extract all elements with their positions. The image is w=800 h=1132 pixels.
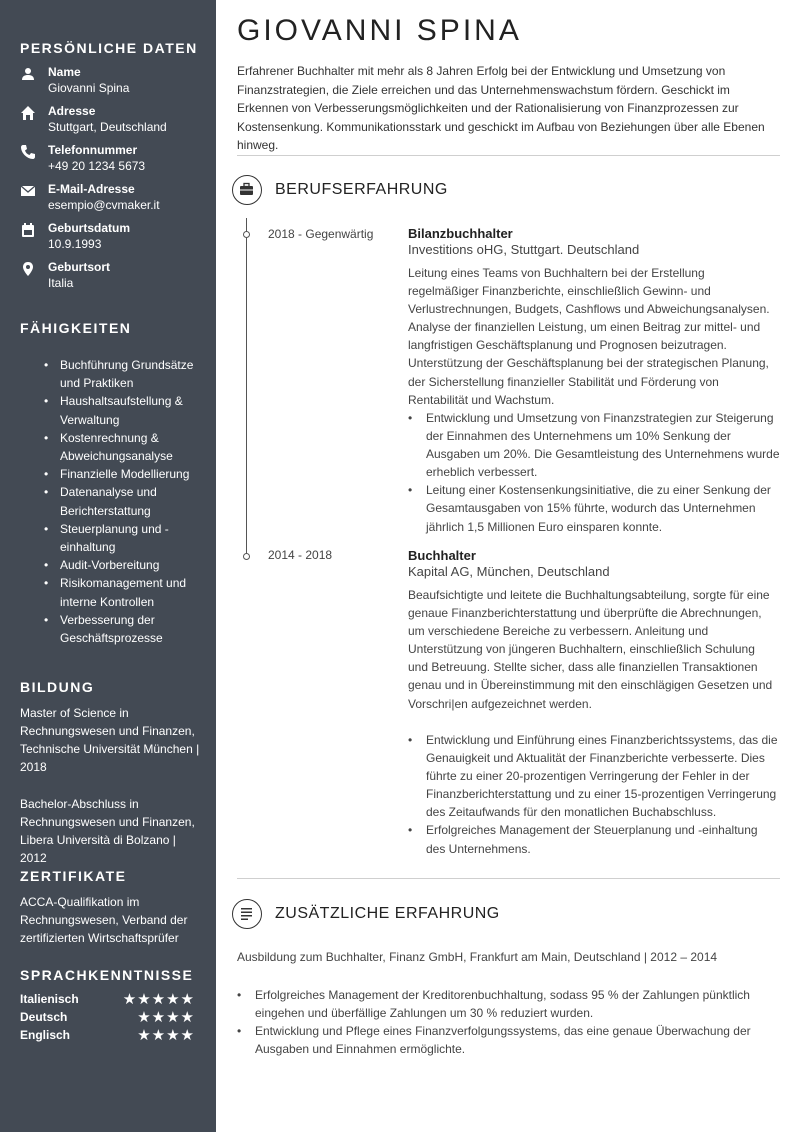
personal-item-email bbox=[20, 182, 210, 218]
calendar-icon bbox=[20, 222, 36, 238]
additional-experience-line: Ausbildung zum Buchhalter, Finanz GmbH, Frankfurt am Main, Deutschland | 2012 – 2014 bbox=[237, 950, 718, 964]
job-bullet: • Entwicklung und Umsetzung von Finanzstrategien zur Steigerung der Einnahmen des Unternehmens um 10% Senkung der Ausgaben um 20%. Die Gesamtleistung des Unternehmens wurde erheblich verbessert. bbox=[408, 409, 780, 481]
experience-heading: BERUFSERFAHRUNG bbox=[275, 181, 448, 198]
job-description: Beaufsichtigte und leitete die Buchhaltungsabteilung, sorgte für eine genaue Finanzberichterstattung und überprüfte die Abrechnungen, um verschiedene Bereiche zu verbessern. Anleitung und Unterstützung von jüngeren Buchhaltern, einschließlich Schulung und Betreuung. Stellte sicher, dass alle finanziellen Transaktionen genau und in Übereinstimmung mit den einschlägigen Gesetzen und Vorschri|en aufgezeichnet werden. bbox=[408, 588, 773, 711]
job-bullet: • Erfolgreiches Management der Steuerplanung und -einhaltung des Unternehmens. bbox=[408, 821, 780, 857]
additional-experience-heading: ZUSÄTZLICHE ERFAHRUNG bbox=[275, 905, 500, 922]
skill-item: • Audit-Vorbereitung bbox=[40, 556, 200, 574]
skill-item: • Risikomanagement und interne Kontrollen bbox=[40, 574, 200, 610]
personal-value: esempio@cvmaker.it bbox=[48, 198, 160, 212]
timeline-dot bbox=[243, 553, 250, 560]
personal-label: Geburtsdatum bbox=[48, 221, 131, 235]
language-row bbox=[20, 1028, 195, 1046]
skill-item: • Kostenrechnung & Abweichungsanalyse bbox=[40, 429, 200, 465]
job-bullets bbox=[408, 409, 780, 536]
home-icon bbox=[20, 105, 36, 121]
divider bbox=[237, 878, 780, 879]
sidebar bbox=[0, 0, 216, 1132]
language-name: Englisch bbox=[20, 1028, 71, 1042]
job-description: Leitung eines Teams von Buchhaltern bei der Erstellung regelmäßiger Finanzberichte, einschließlich Gewinn- und Verlustrechnungen, Budgets, Cashflows und Abweichungsanalysen. Analyse der finanziellen Leistung, um einen Beitrag zur mittel- und langfristigen Geschäftsplanung und Prognosen beizutragen. Unterstützung der Geschäftsplanung bei der strategischen Planung, der Sicherstellung finanzieller Stabilität und Förderung von Rentabilität und Wachstum. bbox=[408, 266, 770, 407]
skill-item: • Buchführung Grundsätze und Praktiken bbox=[40, 356, 200, 392]
certificates-heading: ZERTIFIKATE bbox=[20, 868, 127, 884]
personal-label: Geburtsort bbox=[48, 260, 111, 274]
additional-bullet: • Entwicklung und Pflege eines Finanzverfolgungssystems, das eine genaue Überwachung der Ausgaben und Einnahmen ermöglichte. bbox=[237, 1022, 782, 1058]
language-name: Italienisch bbox=[20, 992, 79, 1006]
job-date: 2018 - Gegenwärtig bbox=[268, 227, 374, 241]
profile-summary: Erfahrener Buchhalter mit mehr als 8 Jahren Erfolg bei der Entwicklung und Umsetzung von Finanzstrategien, die Ziele erreichen und das Unternehmenswachstum fördern. Geschickt im Erkennen von Verbesserungsmöglichkeiten und der Rationalisierung von Finanzprozessen zur Kostensenkung. Kommunikationsstark und geschickt im Aufbau von Beziehungen über alle Ebenen hinweg. bbox=[237, 64, 765, 152]
briefcase-icon bbox=[232, 175, 262, 205]
skill-item: • Steuerplanung und -einhaltung bbox=[40, 520, 200, 556]
language-name: Deutsch bbox=[20, 1010, 68, 1024]
star-rating-icon: ★★★★ bbox=[137, 1009, 195, 1026]
job-bullets bbox=[408, 731, 780, 858]
personal-item-birthdate bbox=[20, 221, 210, 257]
personal-label: Adresse bbox=[48, 104, 96, 118]
skill-item: • Finanzielle Modellierung bbox=[40, 465, 200, 483]
personal-value: Italia bbox=[48, 276, 74, 290]
person-icon bbox=[20, 66, 36, 82]
job-company: Investitions oHG, Stuttgart. Deutschland bbox=[408, 242, 640, 257]
personal-label: Name bbox=[48, 65, 81, 79]
job-date: 2014 - 2018 bbox=[268, 548, 333, 562]
languages-heading: SPRACHKENNTNISSE bbox=[20, 967, 194, 983]
personal-value: +49 20 1234 5673 bbox=[48, 159, 146, 173]
timeline-dot bbox=[243, 231, 250, 238]
education-heading: BILDUNG bbox=[20, 679, 95, 695]
job-bullet: • Leitung einer Kostensenkungsinitiative, die zu einer Senkung der Gesamtausgaben von 15% führte, wodurch das Unternehmen jährlich 1,5 Millionen Euro einsparen konnte. bbox=[408, 481, 780, 535]
divider bbox=[237, 155, 780, 156]
skill-item: • Verbesserung der Geschäftsprozesse bbox=[40, 611, 200, 647]
education-item: Bachelor-Abschluss in Rechnungswesen und Finanzen, Libera Università di Bolzano | 2012 bbox=[20, 797, 195, 865]
job-bullet: • Entwicklung und Einführung eines Finanzberichtssystems, das die Genauigkeit und Aktualität der Finanzberichte verbesserte. Dies führte zu einer 20-prozentigen Verringerung der Fehler in der Finanzberichterstattung und zu einer 15-prozentigen Verringerung des Zeitaufwands für den monatlichen Buchabschluss. bbox=[408, 731, 780, 821]
additional-bullets bbox=[237, 986, 782, 1058]
candidate-name: GIOVANNI SPINA bbox=[237, 14, 522, 47]
personal-value: Giovanni Spina bbox=[48, 81, 130, 95]
personal-item-name bbox=[20, 65, 210, 101]
additional-bullet: • Erfolgreiches Management der Kreditorenbuchhaltung, sodass 95 % der Zahlungen pünktlich eingehen und überfällige Zahlungen um 30 % reduziert wurden. bbox=[237, 986, 782, 1022]
star-rating-icon: ★★★★★ bbox=[122, 991, 195, 1008]
phone-icon bbox=[20, 144, 36, 160]
location-pin-icon bbox=[20, 261, 36, 277]
skill-item: • Haushaltsaufstellung & Verwaltung bbox=[40, 392, 200, 428]
skills-heading: FÄHIGKEITEN bbox=[20, 320, 132, 336]
skill-item: • Datenanalyse und Berichterstattung bbox=[40, 483, 200, 519]
personal-item-phone bbox=[20, 143, 210, 179]
personal-item-address bbox=[20, 104, 210, 140]
document-lines-icon bbox=[232, 899, 262, 929]
personal-data-heading: PERSÖNLICHE DATEN bbox=[20, 40, 198, 56]
job-company: Kapital AG, München, Deutschland bbox=[408, 564, 610, 579]
star-rating-icon: ★★★★ bbox=[137, 1027, 195, 1044]
job-title: Buchhalter bbox=[408, 548, 476, 563]
personal-item-birthplace bbox=[20, 260, 210, 296]
personal-value: 10.9.1993 bbox=[48, 237, 102, 251]
personal-value: Stuttgart, Deutschland bbox=[48, 120, 167, 134]
timeline-line bbox=[246, 218, 247, 556]
job-title: Bilanzbuchhalter bbox=[408, 226, 513, 241]
certificate-item: ACCA-Qualifikation im Rechnungswesen, Verband der zertifizierten Wirtschaftsprüfer bbox=[20, 895, 188, 945]
education-item: Master of Science in Rechnungswesen und Finanzen, Technische Universität München | 2018 bbox=[20, 706, 200, 774]
personal-label: Telefonnummer bbox=[48, 143, 138, 157]
mail-icon bbox=[20, 183, 36, 199]
skills-list bbox=[40, 356, 200, 647]
personal-label: E-Mail-Adresse bbox=[48, 182, 135, 196]
